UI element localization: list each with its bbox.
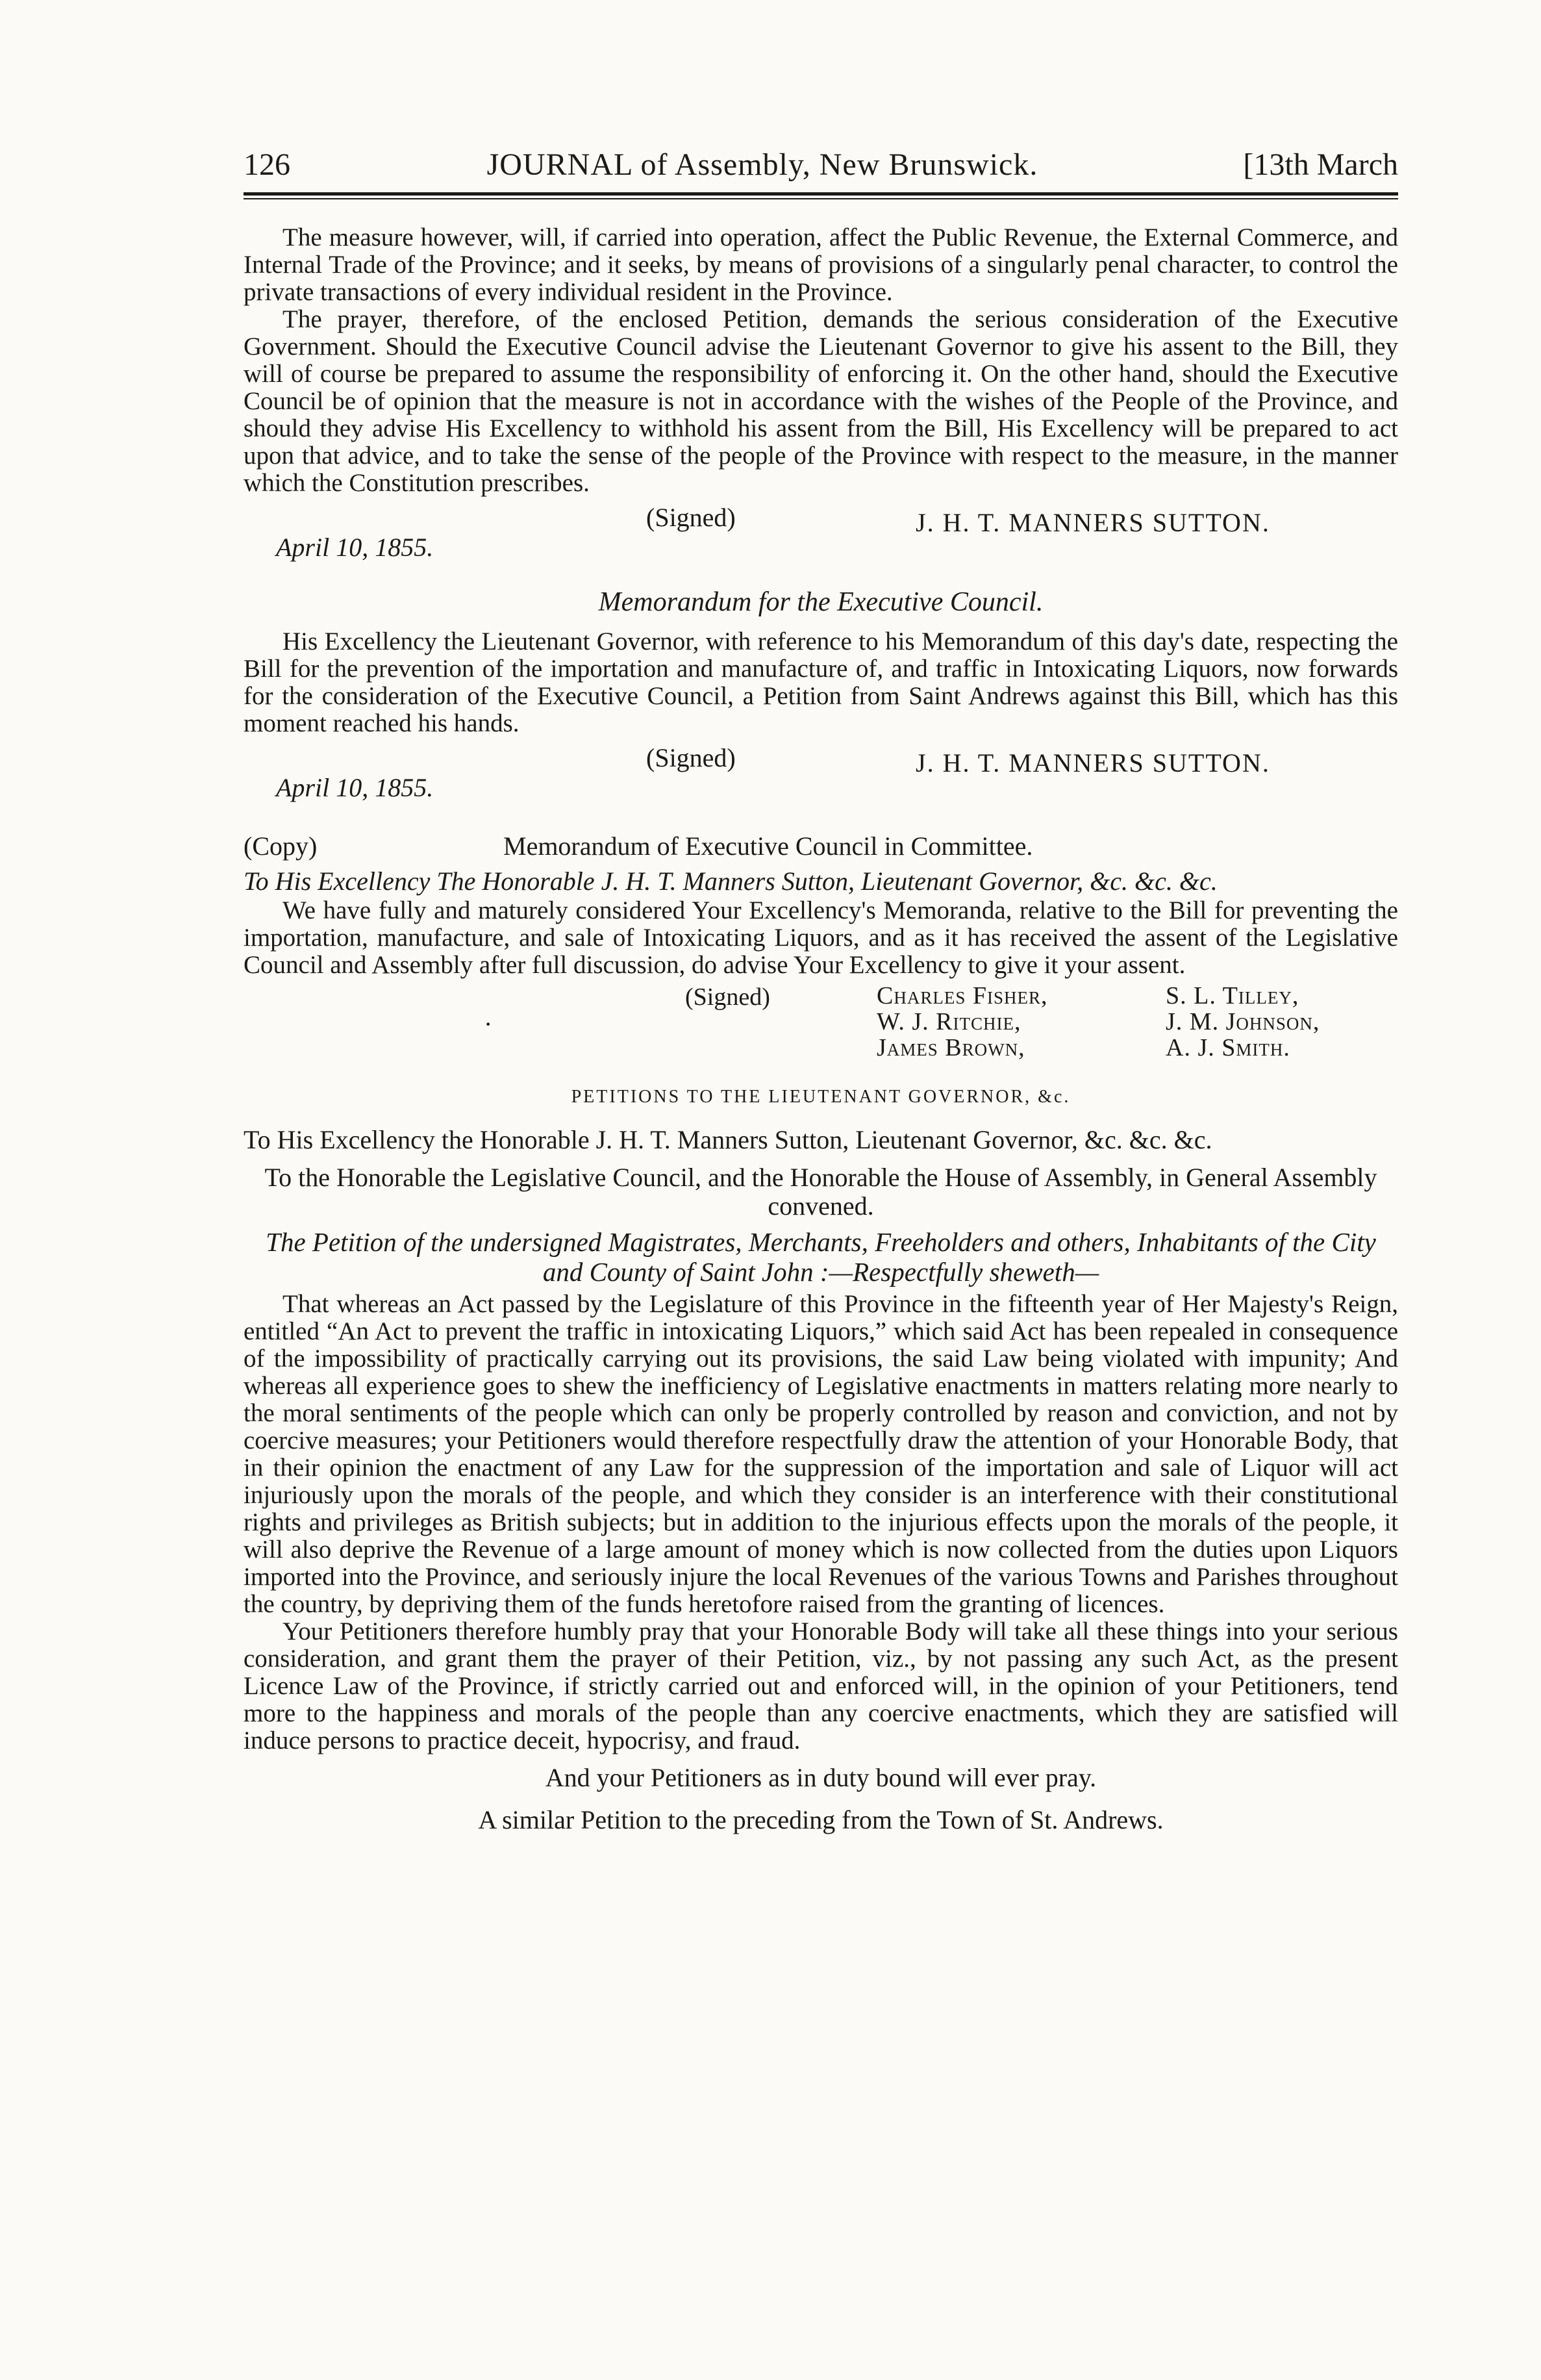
copy-line [244,831,1398,866]
signature-date: April 10, 1855. [276,533,434,562]
paragraph-whereas: That whereas an Act passed by the Legislature of this Province in the fifteenth year of Her Majesty's Reign, entitled “An Act to prevent the traffic in intoxicating Liquors,” which said Act has been repealed in consequence of the impossibility of practically carrying out its provisions, the said Law being violated with impunity; And whereas all experience goes to shew the inefficiency of Legislative enactments in matters relating more nearly to the moral sentiments of the people which can only be properly controlled by reason and conviction, and not by coercive measures; your Petitioners would therefore respectfully draw the attention of your Honorable Body, that in their opinion the enactment of any Law for the suppression of the importation and sale of Liquor will act injuriously upon the morals of the people, and which they consider is an interference with their constitutional rights and privileges as British subjects; but in addition to the injurious effects upon the morals of the people, it will also deprive the Revenue of a large amount of money which is now collected from the duties upon Liquors imported into the Province, and seriously injure the local Revenues of the various Towns and Parishes throughout the country, by depriving them of the funds heretofore raised from the granting of licences. [244,1290,1398,1618]
header-date: [13th March [1243,147,1398,182]
petitions-heading: PETITIONS TO THE LIEUTENANT GOVERNOR, &c. [571,1087,1071,1107]
to-line-council: To the Honorable the Legislative Council, and the Honorable the House of Assembly, in General Assembly convened. [264,1163,1377,1221]
signature-date: April 10, 1855. [276,773,434,802]
council-signatory: S. L. Tilley, [1166,982,1299,1009]
council-signatory: James Brown, [877,1034,1025,1061]
paragraph-council-advice: We have fully and maturely considered Your Excellency's Memoranda, relative to the Bill for preventing the importation, manufacture, and sale of Intoxicating Liquors, and as it has received the assent of the Legislative Council and Assembly after full discussion, do advise Your Excellency to give it your assent. [244,896,1398,979]
council-signatory: W. J. Ritchie, [877,1008,1021,1035]
stray-mark: · [484,1009,493,1039]
signed-label: (Signed) [646,503,736,532]
page-number: 126 [244,147,290,182]
running-title: JOURNAL of Assembly, New Brunswick. [486,147,1038,182]
signed-label: (Signed) [685,983,770,1011]
signatory-name: J. H. T. MANNERS SUTTON. [916,748,1270,778]
similar-petition-note: A similar Petition to the preceding from the Town of St. Andrews. [478,1805,1164,1834]
council-signatory: Charles Fisher, [877,982,1048,1009]
council-signatures [244,983,1398,1067]
petition-title: The Petition of the undersigned Magistrates, Merchants, Freeholders and others, Inhabitants of the City and County of Saint John :—Respectfully sheweth— [266,1227,1376,1287]
copy-label: (Copy) [244,831,318,861]
address-line: To His Excellency The Honorable J. H. T. Manners Sutton, Lieutenant Governor, &c. &c. &c. [244,867,1218,896]
signature-block-2 [244,737,1398,778]
page-header [244,149,1398,190]
closing-prayer: And your Petitioners as in duty bound will ever pray. [545,1763,1097,1792]
paragraph-pray: Your Petitioners therefore humbly pray that your Honorable Body will take all these things into your serious consideration, and grant them the prayer of their Petition, viz., by not passing any such Act, as the present Licence Law of the Province, if strictly carried out and enforced will, in the opinion of your Petitioners, tend more to the happiness and morals of the people than any coercive enactments, which they are satisfied will induce persons to practice deceit, hypocrisy, and fraud. [244,1617,1398,1754]
header-rule-thin [244,198,1398,199]
signatures-column-1 [877,983,1048,1061]
signed-label: (Signed) [646,743,736,772]
paragraph-his-excellency: His Excellency the Lieutenant Governor, with reference to his Memorandum of this day's date, respecting the Bill for the prevention of the importation and manufacture of, and traffic in Intoxicating Liquors, now forwards for the consideration of the Executive Council, a Petition from Saint Andrews against this Bill, which has this moment reached his hands. [244,627,1398,737]
paragraph-prayer: The prayer, therefore, of the enclosed Petition, demands the serious consideration of the Executive Government. Should the Executive Council advise the Lieutenant Governor to give his assent to the Bill, they will of course be prepared to assume the responsibility of enforcing it. On the other hand, should the Executive Council be of opinion that the measure is not in accordance with the wishes of the People of the Province, and should they advise His Excellency to withhold his assent from the Bill, His Excellency will be prepared to act upon that advice, and to take the sense of the people of the Province with respect to the measure, in the manner which the Constitution prescribes. [244,305,1398,497]
header-rule [244,192,1398,196]
signature-block-1 [244,497,1398,537]
committee-memo-heading: Memorandum of Executive Council in Committee. [503,831,1033,861]
signatory-name: J. H. T. MANNERS SUTTON. [916,508,1270,537]
signatures-column-2 [1166,983,1320,1061]
to-line-governor: To His Excellency the Honorable J. H. T. Manners Sutton, Lieutenant Governor, &c. &c. &c. [244,1125,1212,1154]
council-signatory: J. M. Johnson, [1166,1008,1320,1035]
paragraph-measure: The measure however, will, if carried into operation, affect the Public Revenue, the External Commerce, and Internal Trade of the Province; and it seeks, by means of provisions of a singularly penal character, to control the private transactions of every individual resident in the Province. [244,223,1398,306]
council-signatory: A. J. Smith. [1166,1034,1290,1061]
memo-heading: Memorandum for the Executive Council. [598,587,1044,617]
journal-page [244,149,1398,1835]
